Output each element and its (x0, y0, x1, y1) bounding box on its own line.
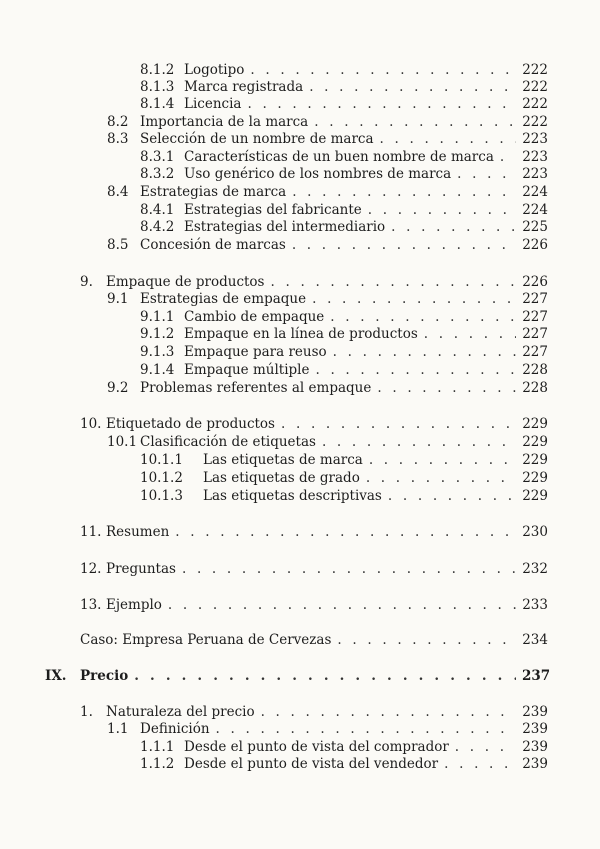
entry-title: Marca registrada (184, 79, 304, 95)
entry-page: 229 (522, 434, 548, 450)
entry-title: Naturaleza del precio (106, 704, 255, 720)
toc-entry (140, 488, 548, 505)
entry-page: 222 (522, 96, 548, 112)
dot-leader (337, 632, 516, 649)
toc-entry (140, 309, 548, 326)
entry-number: 1.1.1 (140, 739, 175, 755)
entry-page: 223 (522, 166, 548, 182)
entry-number: 13. (80, 597, 102, 613)
entry-number: 8.3.2 (140, 166, 175, 182)
dot-leader (314, 114, 516, 131)
entry-number: 1.1 (107, 721, 129, 737)
entry-number: 10. (80, 416, 102, 432)
entry-title: Problemas referentes al empaque (140, 380, 372, 396)
entry-page: 223 (522, 149, 548, 165)
toc-entry (80, 704, 548, 721)
entry-page: 234 (522, 632, 548, 648)
entry-title: Estrategias del fabricante (184, 202, 362, 218)
entry-number: 8.1.2 (140, 62, 175, 78)
dot-leader (309, 79, 516, 96)
entry-number: IX. (45, 668, 67, 684)
toc-entry (80, 416, 548, 433)
entry-number: 9. (80, 274, 93, 290)
entry-page: 239 (522, 756, 548, 772)
toc-entry (107, 380, 548, 397)
toc-entry (107, 721, 548, 738)
entry-number: 9.2 (107, 380, 129, 396)
entry-page: 223 (522, 131, 548, 147)
entry-number: 8.5 (107, 237, 129, 253)
dot-leader (271, 274, 517, 291)
entry-page: 225 (522, 219, 548, 235)
entry-page: 224 (522, 202, 548, 218)
toc-entry (140, 96, 548, 113)
entry-number: 1.1.2 (140, 756, 175, 772)
entry-title: Resumen (106, 524, 170, 540)
entry-number: 10.1.1 (140, 452, 183, 468)
dot-leader (281, 416, 516, 433)
entry-page: 227 (522, 344, 548, 360)
entry-title: Logotipo (184, 62, 245, 78)
dot-leader (168, 597, 516, 614)
toc-entry (140, 326, 548, 343)
entry-page: 224 (522, 184, 548, 200)
dot-leader (134, 668, 516, 685)
toc-entry (107, 114, 548, 131)
entry-page: 229 (522, 416, 548, 432)
entry-number: 1. (80, 704, 93, 720)
entry-title: Desde el punto de vista del vendedor (184, 756, 439, 772)
entry-page: 228 (522, 362, 548, 378)
dot-leader (457, 166, 516, 183)
toc-entry (80, 561, 548, 578)
entry-page: 230 (522, 524, 548, 540)
entry-number: 8.4 (107, 184, 129, 200)
entry-number: 9.1.1 (140, 309, 175, 325)
entry-title: Caso: Empresa Peruana de Cervezas (80, 632, 332, 648)
entry-title: Las etiquetas descriptivas (203, 488, 382, 504)
entry-number: 12. (80, 561, 102, 577)
dot-leader (261, 704, 516, 721)
entry-page: 227 (522, 309, 548, 325)
entry-number: 8.1.3 (140, 79, 175, 95)
dot-leader (292, 237, 516, 254)
entry-title: Desde el punto de vista del comprador (184, 739, 449, 755)
entry-page: 228 (522, 380, 548, 396)
dot-leader (369, 452, 516, 469)
toc-entry (107, 237, 548, 254)
toc-entry (107, 291, 548, 308)
toc-entry (80, 524, 548, 541)
entry-title: Estrategias del intermediario (184, 219, 386, 235)
dot-leader (312, 291, 516, 308)
toc-entry (140, 344, 548, 361)
entry-title: Definición (140, 721, 210, 737)
entry-title: Etiquetado de productos (106, 416, 275, 432)
toc-entry (140, 470, 548, 487)
entry-page: 239 (522, 739, 548, 755)
dot-leader (322, 434, 516, 451)
dot-leader (391, 219, 516, 236)
toc-entry (140, 739, 548, 756)
entry-page: 237 (522, 668, 551, 684)
entry-title: Estrategias de empaque (140, 291, 307, 307)
dot-leader (368, 202, 516, 219)
entry-page: 229 (522, 488, 548, 504)
entry-page: 229 (522, 470, 548, 486)
dot-leader (444, 756, 516, 773)
toc-chapter-entry (45, 668, 551, 685)
toc-entry (140, 362, 548, 379)
entry-title: Preguntas (106, 561, 176, 577)
toc-entry (140, 149, 548, 166)
entry-number: 8.3.1 (140, 149, 175, 165)
dot-leader (330, 309, 516, 326)
entry-number: 10.1.2 (140, 470, 183, 486)
entry-number: 8.4.2 (140, 219, 175, 235)
entry-page: 222 (522, 62, 548, 78)
dot-leader (455, 739, 516, 756)
entry-number: 8.4.1 (140, 202, 175, 218)
entry-number: 8.3 (107, 131, 129, 147)
toc-entry (140, 202, 548, 219)
entry-number: 10.1.3 (140, 488, 183, 504)
dot-leader (388, 488, 516, 505)
dot-leader (216, 721, 516, 738)
entry-page: 239 (522, 721, 548, 737)
entry-page: 222 (522, 79, 548, 95)
dot-leader (315, 362, 516, 379)
dot-leader (182, 561, 516, 578)
entry-title: Estrategias de marca (140, 184, 287, 200)
entry-page: 233 (522, 597, 548, 613)
dot-leader (175, 524, 516, 541)
toc-entry (80, 597, 548, 614)
entry-title: Empaque en la línea de productos (184, 326, 418, 342)
entry-title: Concesión de marcas (140, 237, 286, 253)
entry-title: Selección de un nombre de marca (140, 131, 374, 147)
entry-number: 11. (80, 524, 102, 540)
entry-page: 226 (522, 274, 548, 290)
entry-number: 10.1 (107, 434, 138, 450)
entry-title: Las etiquetas de marca (203, 452, 363, 468)
entry-page: 222 (522, 114, 548, 130)
dot-leader (247, 96, 516, 113)
dot-leader (500, 149, 516, 166)
dot-leader (380, 131, 516, 148)
dot-leader (424, 326, 516, 343)
entry-title: Las etiquetas de grado (203, 470, 360, 486)
entry-page: 232 (522, 561, 548, 577)
toc-entry (140, 166, 548, 183)
toc-entry (107, 131, 548, 148)
entry-number: 9.1.3 (140, 344, 175, 360)
entry-page: 227 (522, 326, 548, 342)
toc-entry (140, 62, 548, 79)
toc-entry (140, 452, 548, 469)
toc-entry (140, 219, 548, 236)
entry-title: Ejemplo (106, 597, 162, 613)
dot-leader (366, 470, 516, 487)
entry-number: 9.1 (107, 291, 129, 307)
entry-title: Precio (80, 668, 129, 684)
entry-number: 8.1.4 (140, 96, 175, 112)
entry-title: Importancia de la marca (140, 114, 309, 130)
dot-leader (250, 62, 516, 79)
entry-title: Empaque de productos (106, 274, 265, 290)
entry-page: 239 (522, 704, 548, 720)
entry-number: 8.2 (107, 114, 129, 130)
toc-entry (107, 434, 548, 451)
entry-title: Empaque para reuso (184, 344, 327, 360)
dot-leader (292, 184, 516, 201)
entry-page: 226 (522, 237, 548, 253)
entry-page: 229 (522, 452, 548, 468)
toc-entry (107, 184, 548, 201)
entry-title: Clasificación de etiquetas (140, 434, 316, 450)
dot-leader (377, 380, 516, 397)
entry-title: Cambio de empaque (184, 309, 325, 325)
entry-title: Uso genérico de los nombres de marca (184, 166, 452, 182)
toc-entry (80, 274, 548, 291)
toc-entry (140, 756, 548, 773)
toc-entry (80, 632, 548, 649)
entry-title: Características de un buen nombre de marca (184, 149, 494, 165)
entry-title: Licencia (184, 96, 242, 112)
dot-leader (333, 344, 516, 361)
entry-number: 9.1.4 (140, 362, 175, 378)
entry-page: 227 (522, 291, 548, 307)
entry-title: Empaque múltiple (184, 362, 310, 378)
entry-number: 9.1.2 (140, 326, 175, 342)
toc-entry (140, 79, 548, 96)
